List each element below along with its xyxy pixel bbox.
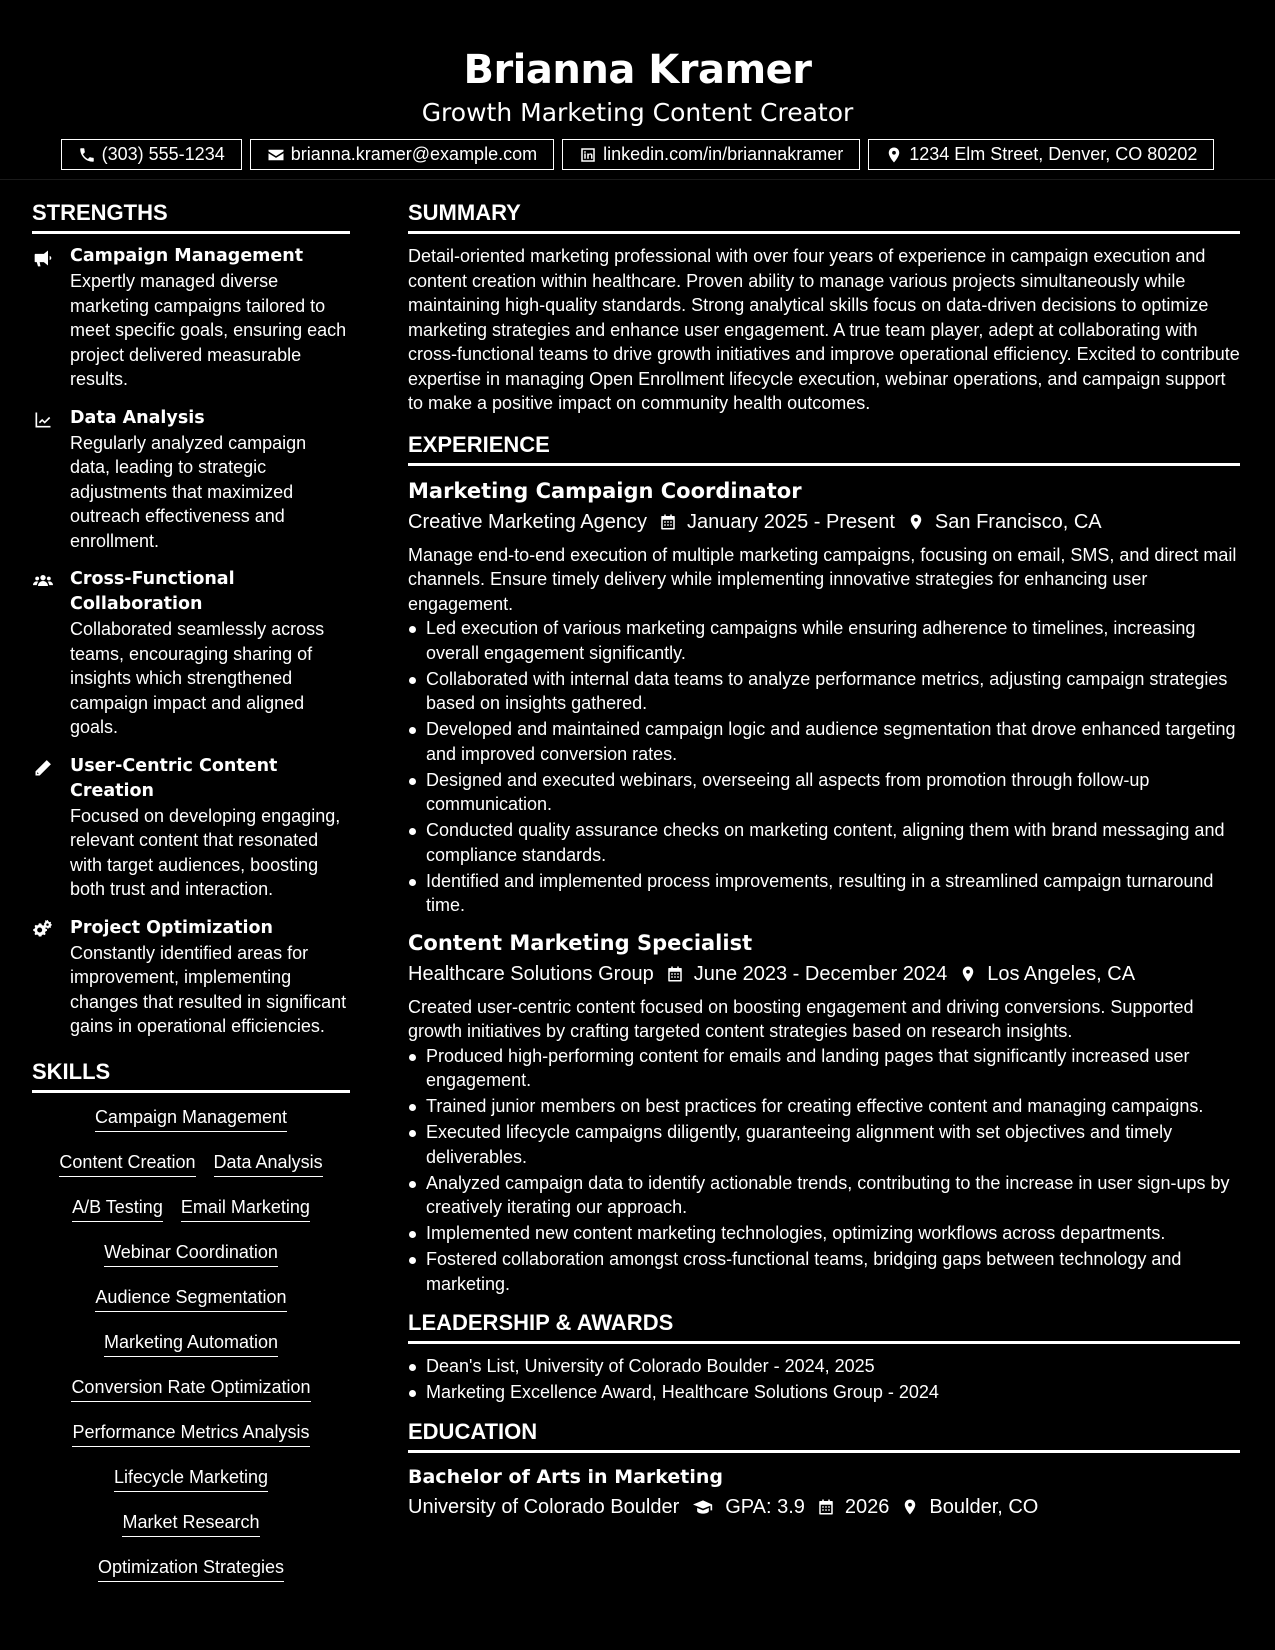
education-meta <box>408 1492 1240 1522</box>
skill-tag: Market Research <box>122 1510 259 1537</box>
summary-heading: SUMMARY <box>408 196 1240 234</box>
strength-desc: Constantly identified areas for improvement, implementing changes that resulted in significant gains in operational efficiencies. <box>70 942 347 1036</box>
phone-icon <box>78 146 96 164</box>
job-bullet: Analyzed campaign data to identify actionable trends, contributing to the increase in user sign-ups by creatively iterating our approach. <box>408 1171 1240 1220</box>
job-company: Creative Marketing Agency <box>408 510 648 533</box>
calendar-icon <box>817 1497 835 1517</box>
awards-heading: LEADERSHIP & AWARDS <box>408 1306 1240 1344</box>
map-pin-icon <box>885 146 903 164</box>
skill-tag: Content Creation <box>59 1150 195 1177</box>
summary-text: Detail-oriented marketing professional with over four years of experience in campaign execution and content creation within healthcare. Proven ability to manage various projects simultaneously while maintaining high-quality standards. Strong analytical skills focus on data-driven decisions to optimize marketing strategies and enhance user engagement. A true team player, adept at collaborating with cross-functional teams to drive growth initiatives and improve operational efficiency. Excited to contribute expertise in managing Open Enrollment lifecycle execution, webinar operations, and campaign support to make a positive impact on community health outcomes. <box>408 246 1240 413</box>
job-bullet: Executed lifecycle campaigns diligently, guaranteeing alignment with set objectives and timely deliverables. <box>408 1120 1240 1169</box>
job-bullet: Fostered collaboration amongst cross-functional teams, bridging gaps between technology and marketing. <box>408 1247 1240 1296</box>
job-title: Marketing Campaign Coordinator <box>408 478 802 503</box>
job-title: Content Marketing Specialist <box>408 930 753 955</box>
contact-address[interactable] <box>868 139 1214 170</box>
right-column <box>408 196 1240 1528</box>
job-bullets <box>408 1044 1240 1297</box>
job-bullet: Conducted quality assurance checks on marketing content, aligning them with brand messaging and compliance standards. <box>408 818 1240 867</box>
job-bullet: Led execution of various marketing campaigns while ensuring adherence to timelines, increasing overall engagement significantly. <box>408 616 1240 665</box>
contact-bar <box>0 139 1275 170</box>
contact-phone-text: (303) 555-1234 <box>101 144 225 164</box>
job-entry <box>408 476 1240 918</box>
map-pin-icon <box>901 1497 919 1517</box>
skill-tag: Campaign Management <box>95 1105 287 1132</box>
job-meta <box>408 959 1240 989</box>
strength-desc: Collaborated seamlessly across teams, encouraging sharing of insights which strengthened campaign impact and aligned goals. <box>70 619 325 737</box>
skill-tag: Marketing Automation <box>104 1330 278 1357</box>
award-item: Marketing Excellence Award, Healthcare Solutions Group - 2024 <box>408 1380 1240 1405</box>
strength-desc: Regularly analyzed campaign data, leading to strategic adjustments that maximized outreach effectiveness and enrollment. <box>70 432 307 551</box>
job-bullet: Collaborated with internal data teams to analyze performance metrics, adjusting campaign strategies based on insights gathered. <box>408 667 1240 716</box>
strength-item <box>32 244 350 392</box>
contact-email-text: brianna.kramer@example.com <box>290 144 538 164</box>
job-bullet: Developed and maintained campaign logic and audience segmentation that drove enhanced targeting and improved conversion rates. <box>408 717 1240 766</box>
skill-tag: A/B Testing <box>72 1195 163 1222</box>
job-description: Created user-centric content focused on boosting engagement and driving conversions. Supported growth initiatives by crafting targeted content strategies based on research insights. <box>408 996 1194 1041</box>
users-icon <box>32 571 54 591</box>
graduation-cap-icon <box>691 1497 715 1517</box>
education-year: 2026 <box>844 1495 890 1518</box>
strength-desc: Expertly managed diverse marketing campaigns tailored to meet specific goals, ensuring each project delivered measurable results. <box>70 271 347 389</box>
job-location: Los Angeles, CA <box>987 962 1136 985</box>
linkedin-icon <box>579 146 597 164</box>
award-item: Dean's List, University of Colorado Boulder - 2024, 2025 <box>408 1354 1240 1379</box>
candidate-title: Growth Marketing Content Creator <box>421 98 854 127</box>
experience-heading: EXPERIENCE <box>408 428 1240 466</box>
contact-phone[interactable] <box>61 139 242 170</box>
skill-tag: Performance Metrics Analysis <box>72 1420 309 1447</box>
strength-title: Data Analysis <box>70 407 205 428</box>
job-meta <box>408 507 1240 537</box>
education-gpa: GPA: 3.9 <box>725 1495 805 1518</box>
map-pin-icon <box>959 964 977 984</box>
education-heading: EDUCATION <box>408 1415 1240 1453</box>
job-bullets <box>408 616 1240 918</box>
education-school: University of Colorado Boulder <box>408 1495 680 1518</box>
strength-item <box>32 406 350 554</box>
strength-title: User-Centric Content Creation <box>70 755 278 801</box>
megaphone-icon <box>32 248 54 268</box>
job-description: Manage end-to-end execution of multiple marketing campaigns, focusing on email, SMS, and direct mail channels. Ensure timely delivery while implementing innovative strategies for enhancing user engagement. <box>408 544 1237 614</box>
skill-tag: Email Marketing <box>181 1195 310 1222</box>
pencil-icon <box>32 758 54 778</box>
job-bullet: Produced high-performing content for emails and landing pages that significantly increased user engagement. <box>408 1044 1240 1093</box>
candidate-name: Brianna Kramer <box>463 47 812 93</box>
job-bullet: Designed and executed webinars, overseeing all aspects from promotion through follow-up communication. <box>408 768 1240 817</box>
job-bullet: Implemented new content marketing technologies, optimizing workflows across departments. <box>408 1221 1240 1246</box>
resume-header <box>0 0 1275 180</box>
contact-linkedin-text: linkedin.com/in/briannakramer <box>603 144 844 164</box>
job-dates: June 2023 - December 2024 <box>693 962 948 985</box>
strength-item <box>32 916 350 1039</box>
job-dates: January 2025 - Present <box>687 510 895 533</box>
skill-tag: Audience Segmentation <box>95 1285 286 1312</box>
skill-tag: Lifecycle Marketing <box>114 1465 268 1492</box>
awards-list <box>408 1354 1240 1405</box>
contact-linkedin[interactable] <box>562 139 860 170</box>
job-company: Healthcare Solutions Group <box>408 962 654 985</box>
strengths-heading: STRENGTHS <box>32 196 350 234</box>
skills-list <box>32 1103 350 1598</box>
strength-title: Cross-Functional Collaboration <box>70 569 235 614</box>
job-bullet: Trained junior members on best practices for creating effective content and managing campaigns. <box>408 1094 1240 1119</box>
skill-tag: Data Analysis <box>214 1150 323 1177</box>
skill-tag: Conversion Rate Optimization <box>71 1375 310 1402</box>
job-location: San Francisco, CA <box>934 510 1102 533</box>
calendar-icon <box>659 512 677 532</box>
envelope-icon <box>267 146 285 164</box>
line-chart-icon <box>32 410 54 430</box>
skill-tag: Webinar Coordination <box>104 1240 278 1267</box>
strength-item <box>32 754 350 902</box>
education-location: Boulder, CO <box>929 1495 1039 1518</box>
job-entry <box>408 928 1240 1297</box>
job-bullet: Identified and implemented process improvements, resulting in a streamlined campaign turnaround time. <box>408 869 1240 918</box>
cogs-icon <box>32 920 54 940</box>
map-pin-icon <box>907 512 925 532</box>
contact-email[interactable] <box>250 139 554 170</box>
strength-item <box>32 567 350 740</box>
skill-tag: Optimization Strategies <box>98 1555 284 1582</box>
calendar-icon <box>666 964 684 984</box>
strength-title: Project Optimization <box>70 917 274 938</box>
education-degree: Bachelor of Arts in Marketing <box>408 1465 724 1488</box>
left-column <box>32 196 350 1598</box>
contact-address-text: 1234 Elm Street, Denver, CO 80202 <box>909 144 1198 164</box>
strength-title: Campaign Management <box>70 246 304 266</box>
skills-heading: SKILLS <box>32 1055 350 1093</box>
strength-desc: Focused on developing engaging, relevant content that resonated with target audiences, boosting both trust and interaction. <box>70 805 341 899</box>
